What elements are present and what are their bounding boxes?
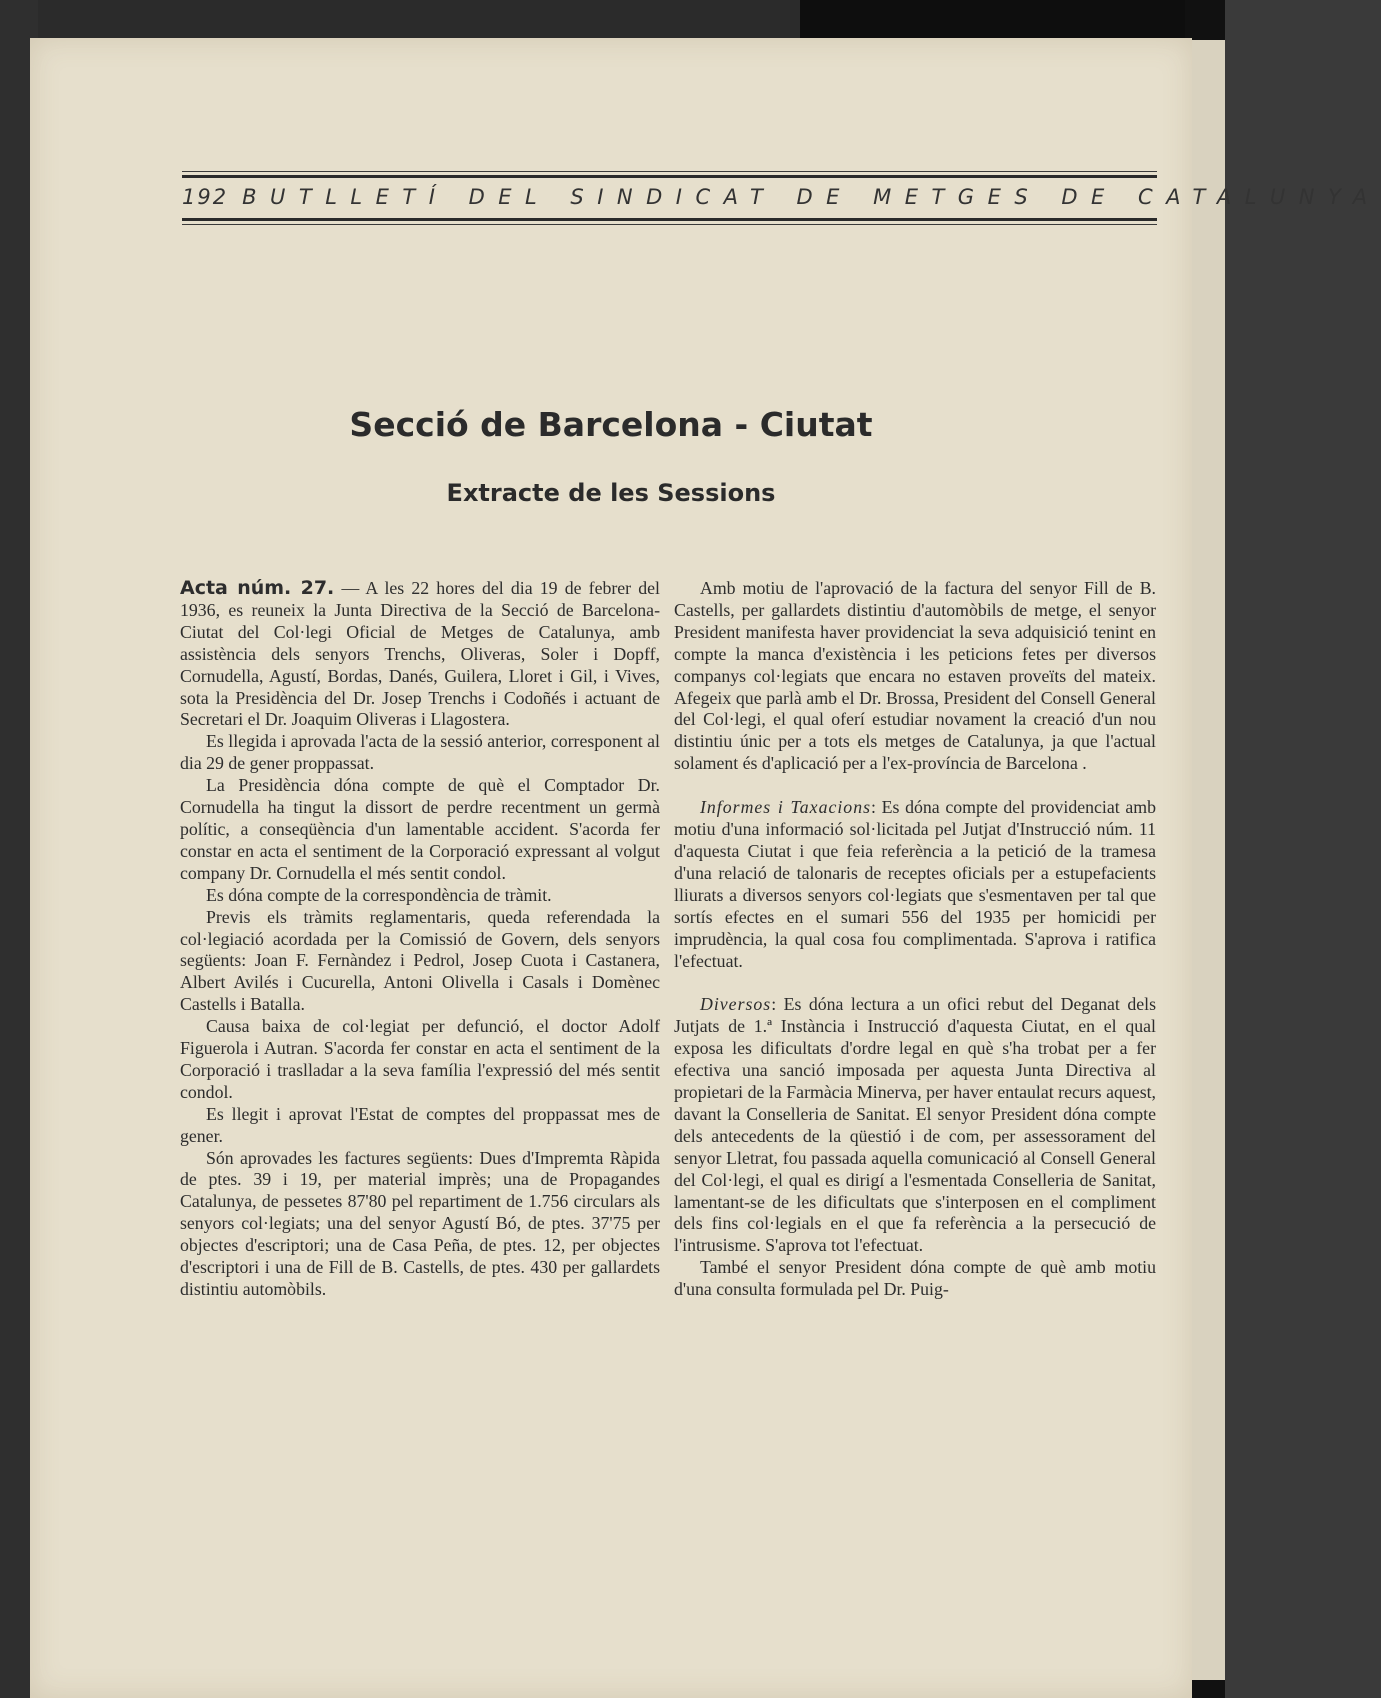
paragraph: Causa baixa de col·legiat per defunció, el doctor Adolf Figuerola i Autran. S'acorda fer constar en acta el sentiment de la Corporació i traslladar a la seva família l'expressió del més sentit condol.: [180, 1016, 660, 1102]
header-bottom-rule-thick: [182, 218, 1157, 221]
header-line: [182, 185, 1381, 209]
header-top-rule-thin: [182, 171, 1157, 172]
bulletin-title: BUTLLETÍ DEL SINDICAT DE METGES DE CATALUNYA: [242, 185, 1381, 209]
paragraph: [180, 578, 660, 731]
paragraph: Previs els tràmits reglamentaris, queda referendada la col·legiació acordada per la Comissió de Govern, dels senyors següents: Joan F. Fernàndez i Pedrol, Josep Cuota i Castanera, Albert Avilés i Cucurella, Antoni Olivella i Casals i Domènec Castells i Batalla.: [180, 906, 660, 1015]
diversos-text: : Es dóna lectura a un ofici rebut del Deganat dels Jutjats de 1.ª Instància i Instrucció d'aquesta Ciutat, en el qual exposa les dificultats d'ordre legal en què s'ha trobat per a fer efectiva una sanció imposada per aquesta Junta Directiva al propietari de la Farmàcia Minerva, per haver entaulat recurs aquest, davant la Conselleria de Sanitat. El senyor President dóna compte dels antecedents de la qüestió i de com, per assessorament del senyor Lletrat, fou passada aquella comunicació al Consell General del Col·legi, el qual es dirigí a l'esmentada Conselleria de Sanitat, lamentant-se de les dificultats que s'interposen en el compliment dels fins col·legials en el que fa referència a la persecució de l'intrusisme. S'aprova tot l'efectuat.: [674, 994, 1156, 1256]
adjacent-page-edge: [1190, 40, 1225, 1680]
paragraph: També el senyor President dóna compte de què amb motiu d'una consulta formulada pel Dr. Puig-: [674, 1257, 1156, 1300]
section-title: Secció de Barcelona - Ciutat: [349, 405, 873, 444]
diversos-lead: Diversos: [700, 994, 772, 1015]
header-top-rule-thick: [182, 175, 1157, 178]
right-column: [674, 578, 1156, 1301]
informes-paragraph: [674, 797, 1156, 972]
document-page: [30, 38, 1381, 1698]
header-bottom-rule-thin: [182, 224, 1157, 225]
paragraph: La Presidència dóna compte de què el Comptador Dr. Cornudella ha tingut la dissort de perdre recentment un germà polític, a conseqüència d'un lamentable accident. S'acorda fer constar en acta el sentiment de la Corporació expressant al volgut company Dr. Cornudella el més sentit condol.: [180, 775, 660, 883]
paragraph: Es dóna compte de la correspondència de tràmit.: [206, 884, 552, 905]
page-number: 192: [182, 185, 229, 209]
paragraph: Es llegit i aprovat l'Estat de comptes del proppassat mes de gener.: [180, 1103, 660, 1146]
informes-lead: Informes i Taxacions: [700, 797, 872, 818]
scan-border-top-right: [800, 0, 1225, 40]
diversos-paragraph: [674, 994, 1156, 1257]
informes-text: : Es dóna compte del providenciat amb motiu d'una informació sol·licitada pel Jutjat d'Instrucció núm. 11 d'aquesta Ciutat i que feia referència a la petició de la tramesa d'una relació de talonaris de receptes oficials per a estupefacients lliurats a diversos senyors col·legiats que s'esmentaven per tal que sortís efectes en el sumari 556 del 1935 per homicidi per imprudència, la qual cosa fou complimentada. S'aprova i ratifica l'efectuat.: [674, 797, 1156, 971]
section-subtitle: Extracte de les Sessions: [446, 479, 776, 507]
paragraph-text: — A les 22 hores del dia 19 de febrer del 1936, es reuneix la Junta Directiva de la Secció de Barcelona-Ciutat del Col·legi Oficial de Metges de Catalunya, amb assistència dels senyors Trenchs, Oliveras, Soler i Dopff, Cornudella, Agustí, Bordas, Danés, Guilera, Lloret i Gil, i Vives, sota la Presidència del Dr. Josep Trenchs i Codoñés i actuant de Secretari el Dr. Joaquim Oliveras i Llagostera.: [180, 578, 660, 730]
paragraph: Són aprovades les factures següents: Dues d'Impremta Ràpida de ptes. 39 i 19, per material imprès; una de Propagandes Catalunya, de pessetes 87'80 pel repartiment de 1.756 circulars als senyors col·legiats; una del senyor Agustí Bó, de ptes. 37'75 per objectes d'escriptori; una de Casa Peña, de ptes. 12, per objectes d'escriptori i una de Fill de B. Castells, de ptes. 430 per gallardets distintiu automòbils.: [180, 1147, 660, 1299]
paragraph: Es llegida i aprovada l'acta de la sessió anterior, corresponent al dia 29 de gener proppassat.: [180, 731, 660, 774]
paragraph: Amb motiu de l'aprovació de la factura del senyor Fill de B. Castells, per gallardets distintiu d'automòbils de metge, el senyor President manifesta haver providenciat la seva adquisició tenint en compte la manca d'existència i les peticions fetes per diversos companys col·legiats que encara no estaven proveïts del mateix. Afegeix que parlà amb el Dr. Brossa, President del Consell General del Col·legi, el qual oferí estudiar novament la creació d'un nou distintiu únic per a tots els metges de Catalunya, ja que l'actual solament és d'aplicació per a l'ex-província de Barcelona .: [674, 578, 1156, 774]
left-column: [180, 578, 660, 1301]
acta-heading: Acta núm. 27.: [180, 577, 335, 599]
